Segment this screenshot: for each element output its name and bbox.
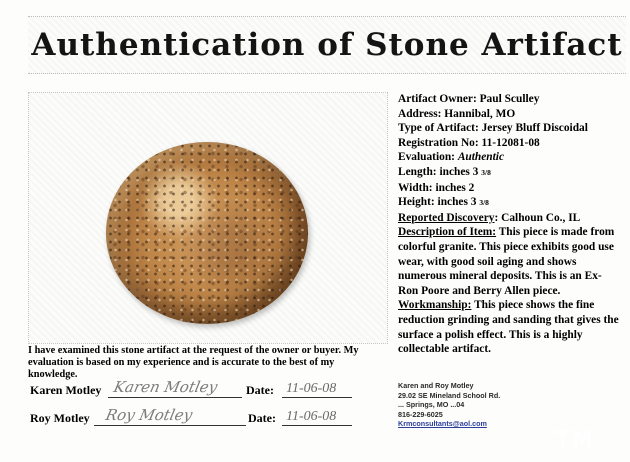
discovery-value: : Calhoun Co., IL (494, 211, 581, 224)
workmanship-line-1 (398, 298, 630, 313)
statement-line-1: I have examined this stone artifact at the request of the owner or buyer. My (28, 345, 359, 356)
description-text-4: numerous mineral deposits. This is an Ex- (398, 270, 602, 283)
appraiser-city: ... Springs, MO ...04 (398, 400, 465, 410)
evaluation-line (398, 150, 630, 165)
owner-line: Artifact Owner: Paul Sculley (398, 93, 540, 105)
length-label: Length: inches 3 (398, 165, 482, 178)
signature-line (108, 397, 242, 398)
granite-texture (106, 142, 308, 324)
stone-artifact-photo (106, 142, 308, 324)
description-text-2: colorful granite. This piece exhibits good use (398, 240, 614, 253)
appraiser-contact (398, 381, 578, 429)
height-fraction: 3/8 (479, 198, 489, 208)
discovery-line (398, 211, 630, 226)
signer-name: Karen Motley (30, 383, 102, 397)
description-text-5: Ron Poore and Berry Allen piece. (398, 284, 561, 297)
workmanship-text-1: This piece shows the fine (471, 299, 595, 312)
date-label: Date: (246, 383, 274, 397)
workmanship-text-3: surface a polish effect. This is a highly (398, 328, 583, 341)
handwritten-signature: Roy Motley (104, 406, 195, 424)
description-label: Description of Item: (398, 226, 497, 239)
registration-line: Registration No: 11-12081-08 (398, 136, 540, 149)
title-band (28, 16, 626, 74)
signature-line (94, 425, 246, 426)
type-line: Type of Artifact: Jersey Bluff Discoidal (398, 122, 588, 135)
appraiser-phone: 816-229-6025 (398, 409, 443, 419)
date-line (282, 397, 352, 398)
height-line (398, 195, 630, 211)
description-line-1 (398, 225, 630, 240)
artifact-details (398, 92, 630, 357)
handwritten-date: 11-06-08 (286, 409, 337, 424)
workmanship-text-4: collectable artifact. (398, 343, 491, 356)
handwritten-signature: Karen Motley (112, 378, 220, 396)
date-label: Date: (248, 411, 276, 425)
width-line: Width: inches 2 (398, 181, 475, 194)
description-text-3: wear, with good soil aging and shows (398, 255, 577, 268)
examiner-statement (28, 345, 388, 381)
signer-name: Roy Motley (30, 411, 90, 425)
date-line (282, 425, 352, 426)
statement-line-3: knowledge. (28, 369, 78, 380)
appraiser-street: 29.02 SE Mineland School Rd. (398, 390, 501, 400)
appraiser-names: Karen and Roy Motley (398, 381, 474, 390)
evaluation-value: Authentic (457, 151, 505, 164)
certificate-title: Authentication of Stone Artifact (31, 27, 623, 63)
workmanship-text-2: reduction grinding and sanding that gives the (398, 313, 619, 326)
discovery-label: Reported Discovery (398, 211, 495, 224)
height-label: Height: inches 3 (398, 196, 480, 209)
evaluation-label: Evaluation: (398, 151, 458, 164)
workmanship-label: Workmanship: (398, 299, 472, 312)
length-fraction: 3/8 (481, 167, 491, 177)
description-text-1: This piece is made from (496, 226, 615, 239)
appraiser-email-link[interactable]: Krmconsultants@aol.com (398, 419, 487, 429)
length-line (398, 165, 630, 181)
address-line: Address: Hannibal, MO (398, 107, 516, 120)
handwritten-date: 11-06-08 (286, 381, 337, 396)
statement-line-2: evaluation is based on my experience and is accurate to the best of my (28, 357, 335, 368)
watermark: TM (555, 428, 594, 453)
